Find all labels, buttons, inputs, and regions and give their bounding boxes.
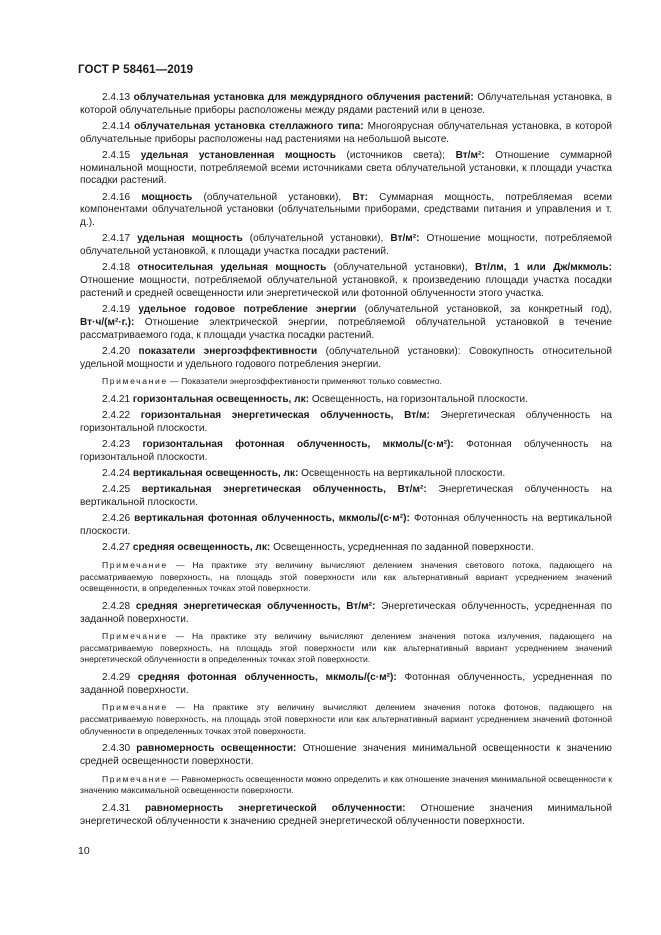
note-text: — На практике эту величину вычисляют делением значения потока фотонов, падающего на рассматриваемую поверхность, на площадь этой поверхности или как альтернативный вариант усреднением значений фотонной облученности в определенных точках этой поверхности. [80,702,612,736]
term-qualifier: (облучательной установки): [325,345,461,357]
term-entry [80,672,612,697]
note-text: — На практике эту величину вычисляют делением значения светового потока, падающего на рассматриваемую поверхность, на площадь этой поверхности или как альтернативный вариант усреднением значений освещенности, в определенных точках этой поверхности. [80,560,612,594]
term-name: вертикальная освещенность, лк: [132,468,299,480]
term-number: 2.4.20 [102,345,131,357]
term-entry [80,262,612,300]
term-number: 2.4.15 [102,150,131,161]
note-text: — На практике эту величину вычисляют делением значения потока излучения, падающего на рассматриваемую поверхность, на площадь этой поверхности или как альтернативный вариант усреднением значений энергетической облученности в определенных точках этой поверхности. [80,631,612,665]
term-definition: Отношение значения минимальной энергетической облученности к значению средней энергетической облученности поверхности. [80,802,612,827]
term-definition: Отношение электрической энергии, потребляемой облучательной установкой в течение рассматриваемого года, к площади участка посадки растений. [80,316,612,341]
term-definition: Освещенность, усредненная по заданной поверхности. [273,542,534,554]
term-entry [80,803,612,828]
term-entry [80,743,612,768]
term-definition: Многоярусная облучательная установка, в которой облучательные приборы расположены над растениями на небольшой высоте. [80,121,612,145]
note-label: Примечание [102,376,168,387]
term-definition: Фотонная облученность на горизонтальной плоскости. [80,439,612,463]
term-number: 2.4.16 [102,191,131,203]
note [80,376,612,388]
term-number: 2.4.26 [102,513,131,525]
term-definition: Отношение мощности, потребляемой облучательной установкой, к площади участка посадки растений. [80,233,612,258]
term-number: 2.4.29 [102,672,131,684]
term-unit: Вт: [352,191,368,203]
term-entry [80,394,612,407]
term-definition: Освещенность на вертикальной плоскости. [301,468,506,480]
term-number: 2.4.19 [102,304,131,316]
term-entry [80,150,612,188]
term-definition: Фотонная облученность на вертикальной плоскости. [80,513,612,538]
term-number: 2.4.28 [102,600,131,612]
term-qualifier: (облучательной установки), [333,262,468,274]
term-entry [80,601,612,626]
term-definition: Отношение мощности, потребляемой облучательной установкой, к произведению площади участка посадки растений и средней освещенности или энергетической или фотонной облученности этого участка. [80,275,612,299]
term-definition: Отношение суммарной номинальной мощности, потребляемой всеми источниками света облучательной установки, к площади участка посадки растений. [80,150,613,187]
note-text: — Показатели энергоэффективности применяют только совместно. [170,376,442,387]
terms-list [80,92,612,832]
term-name: вертикальная энергетическая облученность, Вт/м²: [141,484,427,496]
term-definition: Облучательная установка, в которой облучательные приборы расположены между рядами растений или в ценозе. [80,92,612,116]
term-number: 2.4.21 [102,393,131,405]
term-definition: Фотонная облученность, усредненная по заданной поверхности. [80,672,613,696]
term-number: 2.4.30 [102,743,131,755]
term-entry [80,468,612,481]
term-name: равномерность энергетической облученности: [145,802,406,814]
term-name: горизонтальная фотонная облученность, мкмоль/(с·м²): [142,439,454,451]
note [80,774,612,797]
term-number: 2.4.31 [102,802,131,814]
term-unit: Вт/м²: [455,150,485,161]
term-number: 2.4.14 [102,121,131,132]
term-name: горизонтальная энергетическая облученность, Вт/м: [140,410,430,422]
term-entry [80,233,612,258]
term-name: удельная мощность [137,233,243,245]
term-definition: Энергетическая облученность, усредненная по заданной поверхности. [80,600,612,625]
document-header: ГОСТ Р 58461—2019 [78,64,194,76]
term-qualifier: (облучательной установкой, за конкретный год), [364,304,612,316]
term-name: относительная удельная мощность [137,262,327,274]
term-name: равномерность освещенности: [136,743,297,755]
term-entry [80,304,612,342]
term-qualifier: (облучательной установки), [203,191,342,203]
term-definition: Суммарная мощность, потребляемая всеми компонентами облучательной установки (облучательными приборами, средствами питания и управления и т. д.). [80,191,613,229]
note-label: Примечание [102,702,168,713]
note-text: — Равномерность освещенности можно определить и как отношение значения минимальной освещенности к значению максимальной освещенности поверхности. [80,773,613,796]
term-entry [80,542,612,555]
note [80,702,612,737]
term-name: облучательная установка для междурядного облучения растений: [133,92,474,103]
term-definition: Освещенность, на горизонтальной плоскости. [311,393,528,405]
term-definition: Отношение значения минимальной освещенности к значению средней освещенности поверхности. [80,743,612,767]
term-unit: Вт/м²: [390,233,420,245]
term-name: показатели энергоэффективности [138,345,318,357]
term-number: 2.4.24 [102,468,131,480]
note [80,560,612,595]
term-number: 2.4.17 [102,233,131,245]
term-name: удельное годовое потребление энергии [138,304,357,316]
term-name: облучательная установка стеллажного типа: [134,121,364,132]
note-label: Примечание [102,773,168,784]
term-name: вертикальная фотонная облученность, мкмоль/(с·м²): [134,513,410,525]
term-entry [80,92,612,117]
term-qualifier: (облучательной установки), [249,233,384,245]
term-number: 2.4.18 [102,262,131,274]
term-entry [80,192,612,230]
term-entry [80,121,612,146]
term-number: 2.4.23 [102,439,131,451]
term-number: 2.4.13 [102,92,131,103]
term-name: средняя энергетическая облученность, Вт/м²: [135,600,376,612]
page-number: 10 [78,845,90,857]
term-number: 2.4.22 [102,410,131,422]
term-definition: Совокупность относительной удельной мощности и удельного годового потребления энергии. [80,345,612,370]
term-number: 2.4.25 [102,484,131,496]
term-number: 2.4.27 [102,542,131,554]
term-entry [80,513,612,538]
term-definition: Энергетическая облученность на вертикальной плоскости. [80,484,613,509]
term-name: горизонтальная освещенность, лк: [132,393,309,405]
term-name: мощность [141,191,193,203]
term-entry [80,484,612,509]
term-entry [80,410,612,435]
note [80,631,612,666]
note-label: Примечание [102,631,168,642]
term-name: удельная установленная мощность [140,150,336,161]
note-label: Примечание [102,560,168,571]
term-entry [80,439,612,464]
term-definition: Энергетическая облученность на горизонтальной плоскости. [80,410,612,434]
term-qualifier: (источников света); [346,150,445,161]
term-entry [80,346,612,371]
term-unit: Вт/лм, 1 или Дж/мкмоль: [474,262,612,274]
term-name: средняя освещенность, лк: [132,542,271,554]
term-name: средняя фотонная облученность, мкмоль/(с·м²): [137,672,397,684]
term-unit: Вт·ч/(м²·г.): [80,316,135,328]
